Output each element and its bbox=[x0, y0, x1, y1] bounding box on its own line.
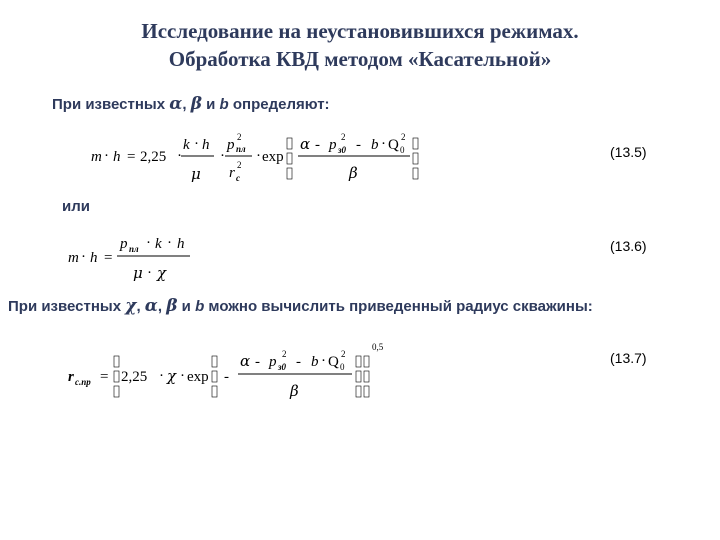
var-h: h bbox=[202, 137, 210, 153]
comma: , bbox=[182, 96, 191, 113]
alpha-symbol: α bbox=[144, 296, 158, 316]
minus: - bbox=[356, 137, 361, 153]
var-k: k bbox=[155, 236, 162, 252]
superscript-2: 2 bbox=[237, 160, 242, 170]
dot: · bbox=[180, 368, 185, 384]
bracket-glyph bbox=[287, 153, 292, 164]
bracket-glyph bbox=[413, 138, 418, 149]
var-r: r bbox=[68, 369, 74, 385]
var-beta: β bbox=[290, 382, 299, 400]
var-h: h bbox=[90, 250, 98, 266]
var-chi: χ bbox=[167, 367, 177, 385]
dot: · bbox=[159, 368, 164, 384]
bracket-glyph bbox=[114, 386, 119, 397]
exponent-0-5: 0,5 bbox=[372, 342, 384, 352]
bracket-glyph bbox=[413, 168, 418, 179]
dot: · bbox=[147, 265, 152, 281]
dot: · bbox=[104, 148, 109, 164]
var-k: k bbox=[183, 137, 190, 153]
bracket-glyph bbox=[114, 371, 119, 382]
formula-13-5 bbox=[91, 132, 418, 183]
subscript-pl: пл bbox=[129, 244, 139, 254]
var-Q: Q bbox=[328, 354, 339, 370]
dot: · bbox=[146, 235, 151, 251]
var-b: b bbox=[371, 137, 379, 153]
section-1-prefix: При известных bbox=[52, 96, 170, 113]
chi-symbol: χ bbox=[125, 296, 137, 316]
comma: , bbox=[157, 298, 167, 315]
bracket-glyph bbox=[364, 356, 369, 367]
slide-title-line-2: Обработка КВД методом «Касательной» bbox=[168, 47, 552, 71]
minus: - bbox=[315, 137, 320, 153]
and-word: и bbox=[177, 298, 196, 315]
var-chi: χ bbox=[157, 264, 167, 282]
var-b: b bbox=[311, 354, 319, 370]
bracket-glyph bbox=[287, 138, 292, 149]
equation-number-13-7: (13.7) bbox=[610, 350, 647, 366]
bracket-glyph bbox=[364, 371, 369, 382]
dot: · bbox=[177, 148, 182, 164]
superscript-2: 2 bbox=[341, 132, 346, 142]
beta-symbol: β bbox=[166, 296, 178, 316]
var-h: h bbox=[113, 149, 121, 165]
superscript-2: 2 bbox=[401, 132, 406, 142]
b-symbol: b bbox=[219, 96, 229, 113]
dot: · bbox=[256, 148, 261, 164]
var-Q: Q bbox=[388, 137, 399, 153]
dot: · bbox=[194, 136, 199, 152]
var-mu: μ bbox=[133, 264, 143, 282]
formula-13-6 bbox=[68, 235, 190, 282]
subscript-s-pr: с.пр bbox=[75, 377, 91, 387]
subscript-c: c bbox=[236, 173, 240, 183]
b-symbol: b bbox=[195, 298, 205, 315]
ili-label: или bbox=[62, 198, 90, 215]
var-alpha: α bbox=[240, 352, 251, 370]
equation-number-13-6: (13.6) bbox=[610, 238, 647, 254]
equals: = bbox=[100, 369, 109, 385]
bracket-glyph bbox=[212, 386, 217, 397]
var-p: p bbox=[329, 137, 337, 153]
minus: - bbox=[296, 354, 301, 370]
formula-13-7 bbox=[68, 342, 384, 400]
alpha-symbol: α bbox=[169, 94, 183, 114]
bracket-glyph bbox=[114, 356, 119, 367]
minus: - bbox=[224, 369, 229, 385]
equals: = bbox=[127, 149, 136, 165]
comma: , bbox=[136, 298, 145, 315]
exp-function: exp bbox=[262, 149, 284, 165]
bracket-glyph bbox=[356, 371, 361, 382]
subscript-z0: з0 bbox=[278, 362, 287, 372]
subscript-0: 0 bbox=[340, 362, 345, 372]
bracket-glyph bbox=[364, 386, 369, 397]
var-h: h bbox=[177, 236, 185, 252]
bracket-glyph bbox=[413, 153, 418, 164]
dot: · bbox=[220, 148, 225, 164]
bracket-glyph bbox=[212, 356, 217, 367]
equation-number-13-5: (13.5) bbox=[610, 144, 647, 160]
equals: = bbox=[104, 250, 113, 266]
var-beta: β bbox=[349, 164, 358, 182]
subscript-z0: з0 bbox=[338, 145, 347, 155]
subscript-0: 0 bbox=[400, 145, 405, 155]
dot: · bbox=[167, 235, 172, 251]
var-p: p bbox=[120, 236, 128, 252]
minus: - bbox=[255, 354, 260, 370]
and-word: и bbox=[201, 96, 220, 113]
var-alpha: α bbox=[300, 135, 311, 153]
section-1-suffix: определяют: bbox=[228, 96, 330, 113]
var-m: m bbox=[91, 149, 102, 165]
var-r: r bbox=[229, 165, 235, 181]
var-p: p bbox=[227, 137, 235, 153]
superscript-2: 2 bbox=[341, 349, 346, 359]
section-2-prefix: При известных bbox=[8, 298, 126, 315]
dot: · bbox=[81, 249, 86, 265]
exp-function: exp bbox=[187, 369, 209, 385]
superscript-2: 2 bbox=[237, 132, 242, 142]
bracket-glyph bbox=[356, 356, 361, 367]
bracket-glyph bbox=[356, 386, 361, 397]
slide-title-line-1: Исследование на неустановившихся режимах. bbox=[141, 19, 579, 43]
superscript-2: 2 bbox=[282, 349, 287, 359]
coefficient: 2,25 bbox=[121, 369, 148, 385]
var-m: m bbox=[68, 250, 79, 266]
dot: · bbox=[321, 353, 326, 369]
var-p: p bbox=[269, 354, 277, 370]
coefficient: 2,25 bbox=[140, 149, 167, 165]
subscript-pl: пл bbox=[236, 144, 246, 154]
bracket-glyph bbox=[212, 371, 217, 382]
bracket-glyph bbox=[287, 168, 292, 179]
beta-symbol: β bbox=[190, 94, 202, 114]
var-mu: μ bbox=[191, 165, 201, 183]
dot: · bbox=[381, 136, 386, 152]
section-2-suffix: можно вычислить приведенный радиус скважины: bbox=[204, 298, 593, 315]
